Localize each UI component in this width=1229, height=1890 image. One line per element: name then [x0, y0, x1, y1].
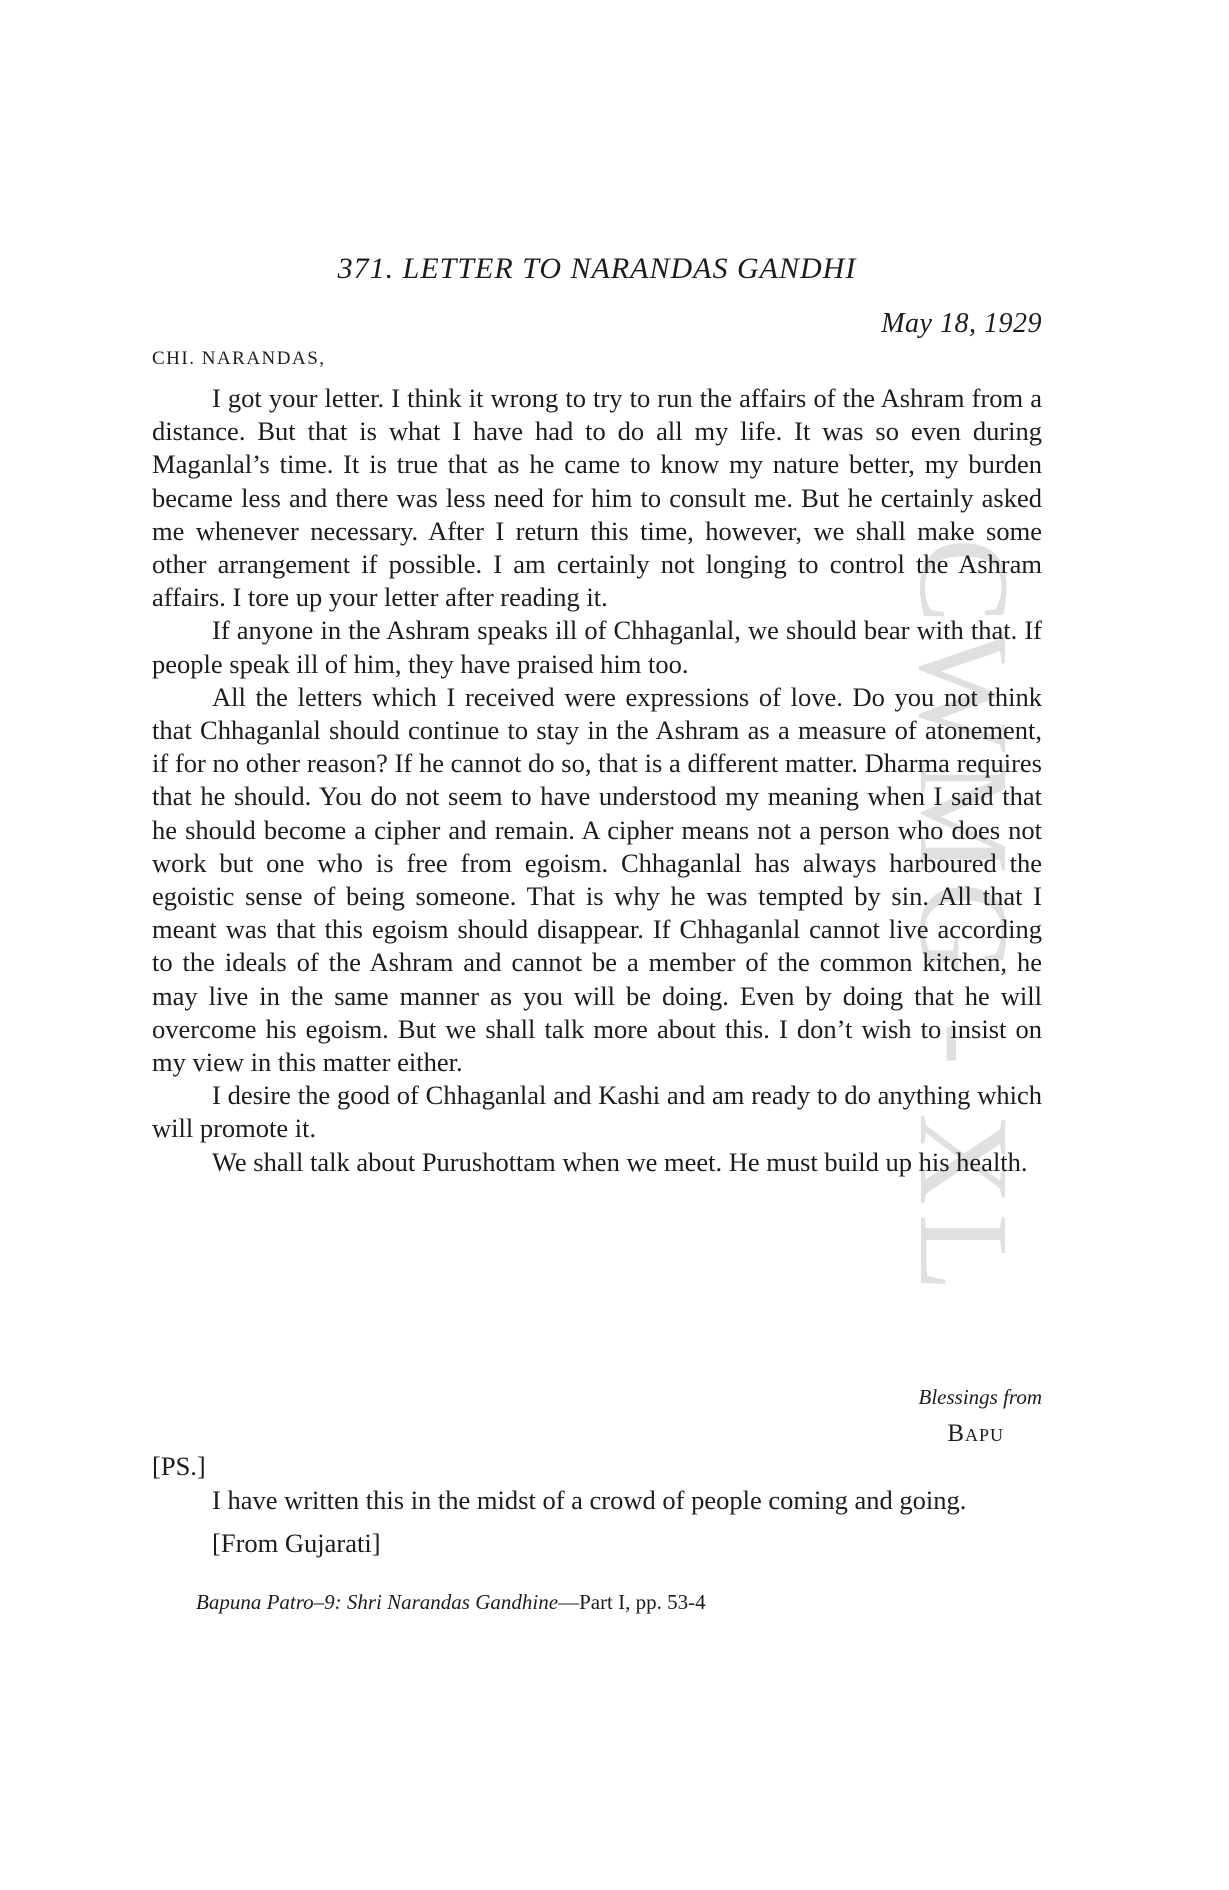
paragraph-3: All the letters which I received were expressions of love. Do you not think that Chhaganlal should continue to stay in the Ashram as a measure of atonement, if for no other reason? If he cannot do so, that is a different matter. Dharma requires that he should. You do not seem to have understood my meaning when I said that he should become a cipher and remain. A cipher means not a person who does not work but one who is free from egoism. Chhaganlal has always harboured the egoistic sense of being someone. That is why he was tempted by sin. All that I meant was that this egoism should disappear. If Chhaganlal cannot live according to the ideals of the Ashram and cannot be a member of the common kitchen, he may live in the same manner as you will be doing. Even by doing that he will overcome his egoism. But we shall talk more about this. I don’t wish to insist on my view in this matter either. — [152, 681, 1042, 1078]
watermark-text: CWMG - XL — [893, 538, 1035, 1300]
paragraph-1: I got your letter. I think it wrong to try to run the affairs of the Ashram from a distance. But that is what I have had to do all my life. It was so even during Maganlal’s time. It is true that as he came to know my nature better, my burden became less and there was less need for him to consult me. But he certainly asked me whenever necessary. After I return this time, however, we shall make some other arrangement if possible. I am certainly not longing to control the Ashram affairs. I tore up your letter after reading it. — [152, 383, 1042, 613]
signature: Bapu — [947, 1420, 1004, 1447]
citation-pages: —Part I, pp. 53-4 — [558, 1590, 706, 1614]
letter-title: 371. LETTER TO NARANDAS GANDHI — [337, 252, 857, 285]
paragraph-4: I desire the good of Chhaganlal and Kashi and am ready to do anything which will promote it. — [152, 1080, 1042, 1144]
letter-body — [152, 382, 1042, 1179]
closing — [919, 1382, 1042, 1452]
source-language: [From Gujarati] — [212, 1528, 381, 1558]
blessing-line: Blessings from — [918, 1385, 1042, 1409]
postscript-text: I have written this in the midst of a crowd of people coming and going. — [212, 1484, 967, 1515]
postscript-label: [PS.] — [152, 1451, 206, 1481]
letter-date: May 18, 1929 — [881, 308, 1042, 339]
citation-title: Bapuna Patro–9: Shri Narandas Gandhine — [196, 1590, 559, 1614]
salutation: CHI. NARANDAS, — [152, 348, 326, 369]
postscript — [152, 1450, 1042, 1561]
paragraph-5: We shall talk about Purushottam when we meet. He must build up his health. — [212, 1146, 1028, 1177]
source-citation — [196, 1590, 706, 1615]
paragraph-2: If anyone in the Ashram speaks ill of Chhaganlal, we should bear with that. If people speak ill of him, they have praised him too. — [152, 615, 1042, 679]
